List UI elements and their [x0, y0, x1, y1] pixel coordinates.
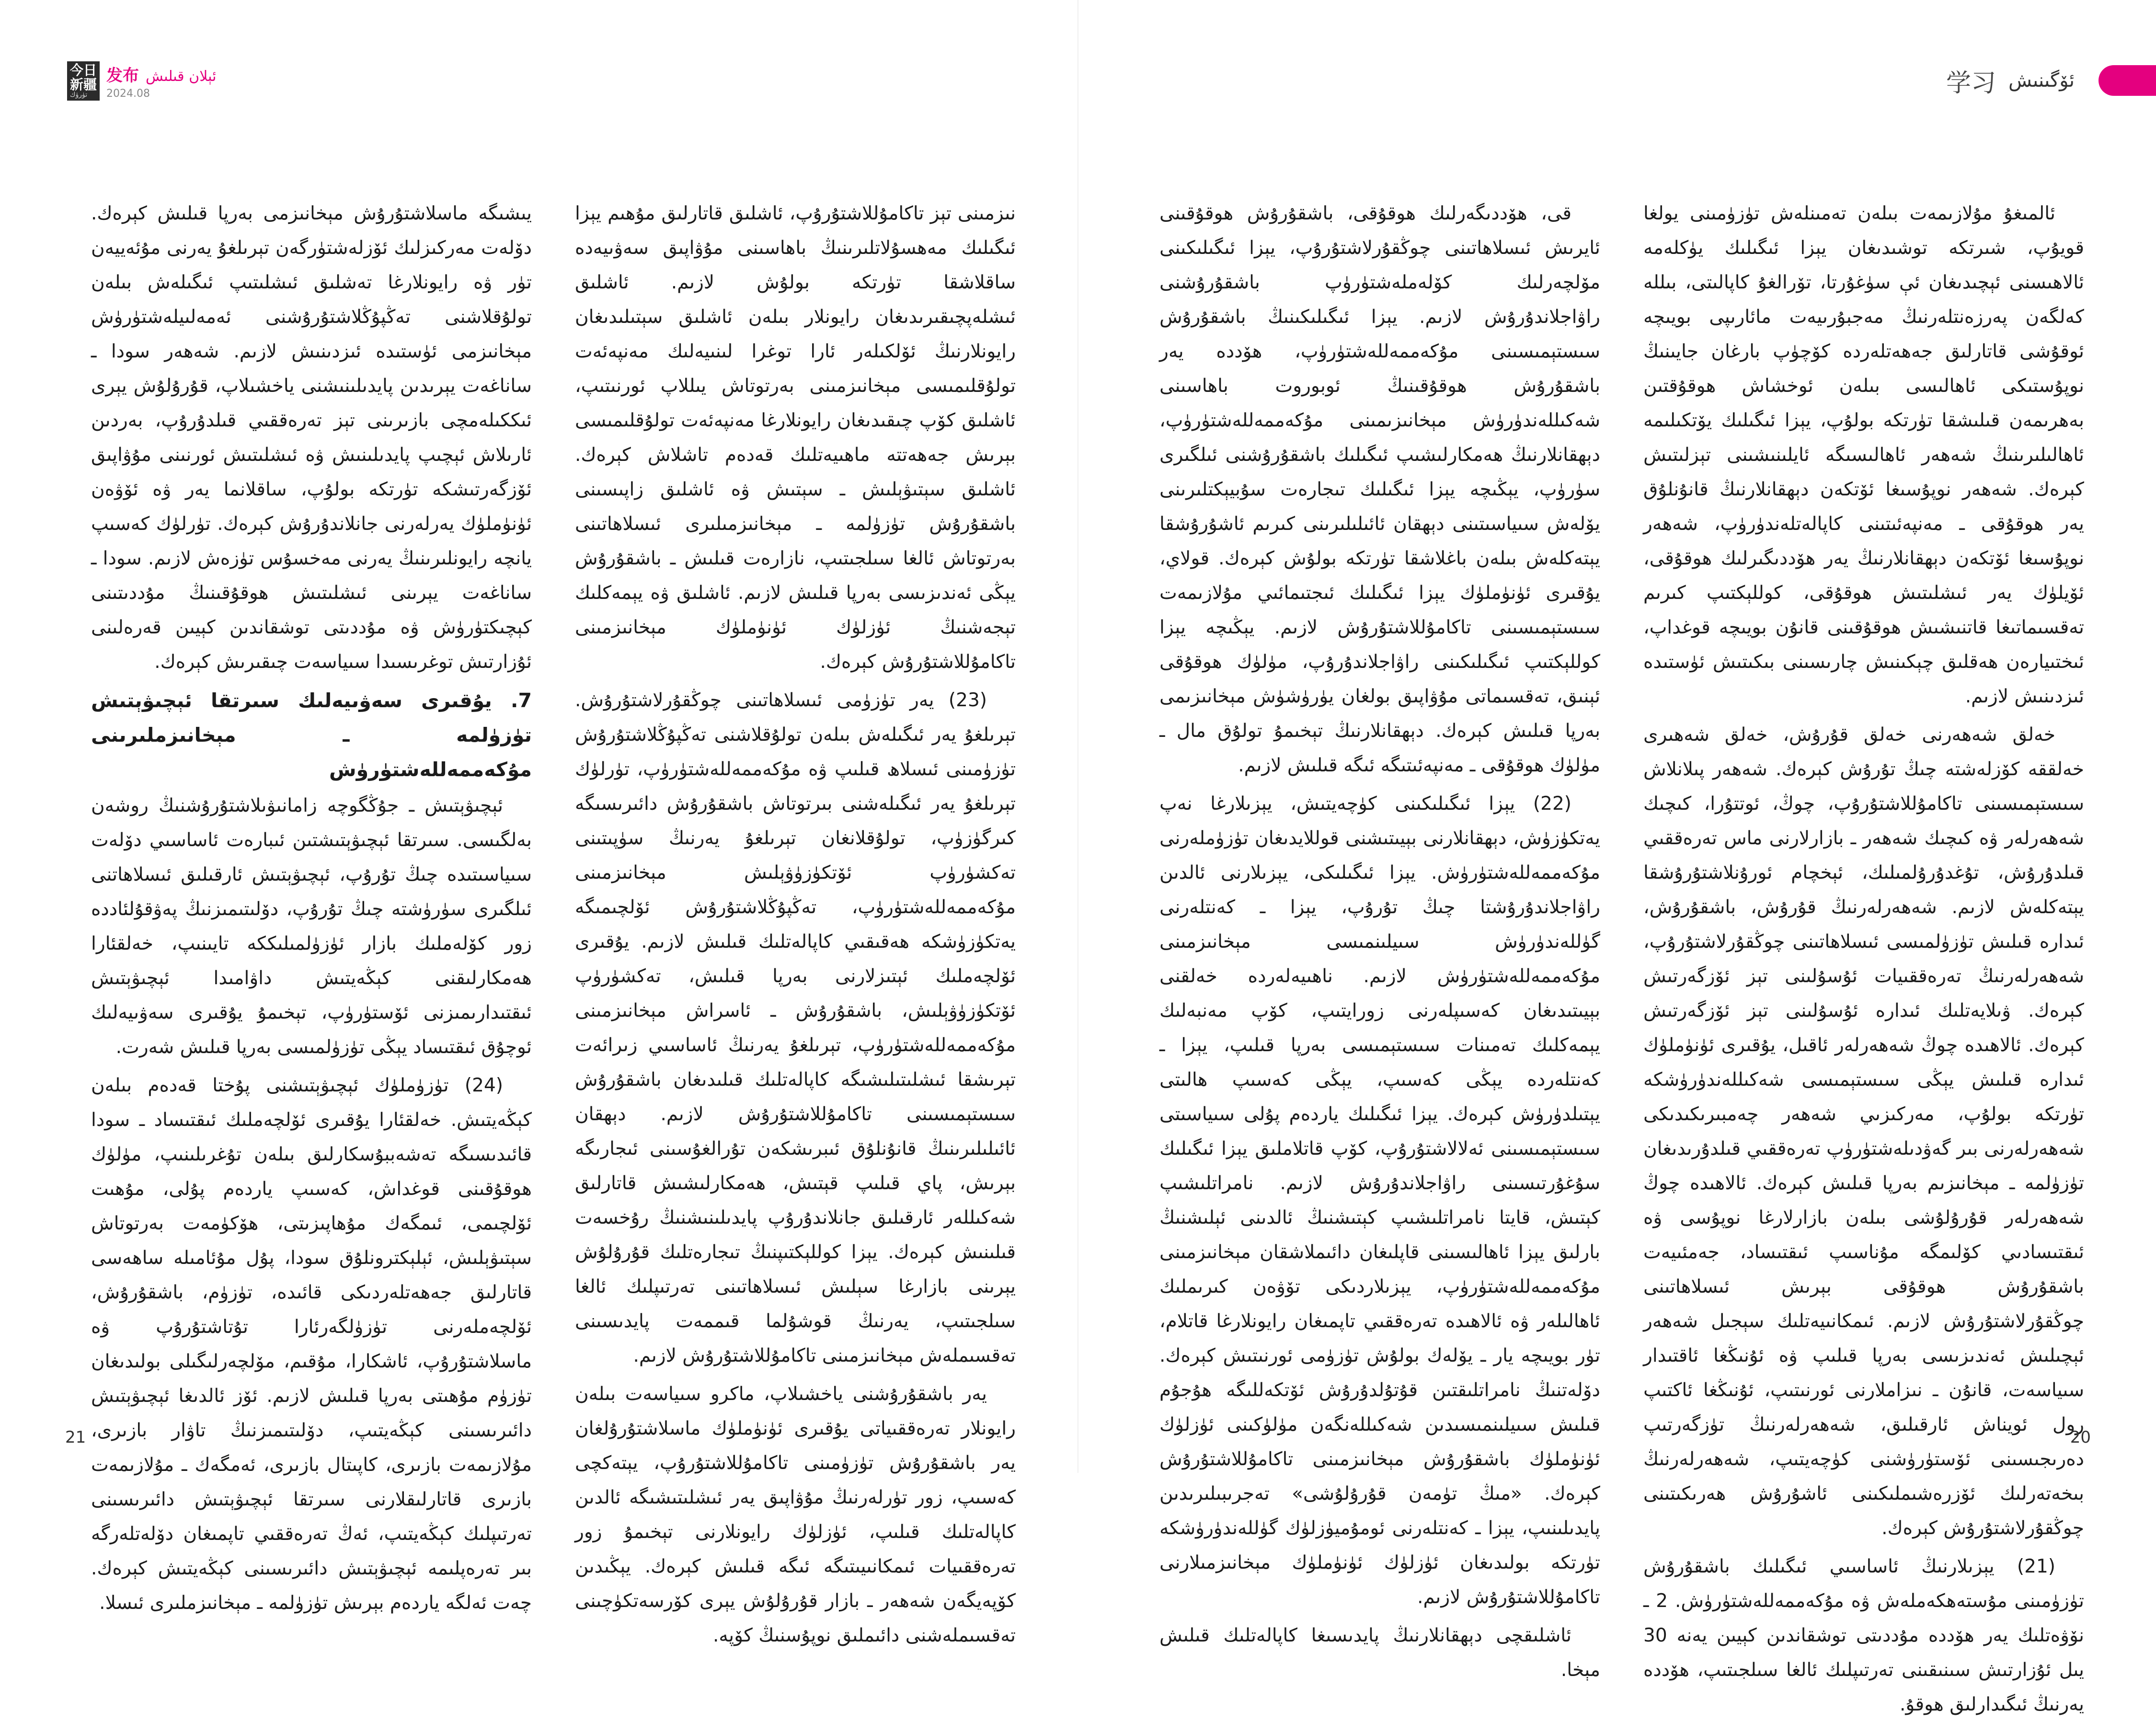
publication-title-cn: 发布 — [106, 66, 139, 85]
paragraph: (21) يېزىلارنىڭ ئاساسىي ئىگىلىك باشقۇرۇش تۈزۈمىنى مۇستەھكەملەش ۋە مۇكەممەللەشتۈرۈش. 2 ـ نۆۋەتلىك يەر ھۆددە مۇددىتى توشقاندىن كېيىن يەنە 30 يىل ئۇزارتىش سىنىقىنى تەرتىپلىك ئالغا سىلجىتىپ، ھۆددە يەرنىڭ ئىگىدارلىق ھوقۇ. — [1643, 1556, 2084, 1715]
magazine-logo — [67, 61, 100, 100]
logo-small-text: تۈرۈك — [70, 91, 88, 99]
paragraph: يەر باشقۇرۇشنى ياخشىلاپ، ماكرو سىياسەت بىلەن رايونلار تەرەققىياتى يۇقىرى ئۈنۈملۈك ماسلاشتۇرۇلغان يەر باشقۇرۇش تۈزۈمىنى تاكامۇللاشتۇرۇپ، يېتەكچى كەسىپ، زور تۈرلەرنىڭ مۇۋاپىق يەر ئىشلىتىشىگە ئالدىن كاپالەتلىك قىلىپ، ئۈزلۈك رايونلارنى تېخىمۇ زور تەرەققىيات ئىمكانىيىتىگە ئىگە قىلىش كېرەك. يېڭىدىن كۆپەيگەن شەھەر ـ بازار قۇرۇلۇش يېرى كۆرسەتكۈچىنى تەقسىملەشنى دائىملىق نوپۇسنىڭ كۆپە. — [575, 1383, 1016, 1646]
paragraph: (24) تۈزۈملۈك ئېچىۋېتىشنى پۇختا قەدەم بىلەن كېڭەيتىش. خەلقئارا يۇقىرى ئۆلچەملىك ئىقتىساد ـ سودا قائىدىسىگە تەشەببۇسكارلىق بىلەن تۇغرىلىنىپ، مۈلۈك ھوقۇقىنى قوغداش، كەسىپ ياردەم پۇلى، مۇھىت ئۆلچىمى، ئىمگەك مۇھاپىزىتى، ھۆكۈمەت بەرتوتاش سېتىۋېلىش، ئېلېكترونلۇق سودا، پۇل مۇئامىلە ساھەسى قاتارلىق جەھەتلەردىكى قائىدە، تۈزۈم، باشقۇرۇش، ئۆلچەملەرنى تۈزۈلگەرئارا تۇتاشتۇرۇپ ۋە ماسلاشتۇرۇپ، ئاشكارا، مۇقىم، مۆلچەرلىگىلى بولىدىغان تۈزۈم مۇھىتى بەرپا قىلىش لازىم. ئۆز ئالدىغا ئېچىۋېتىش دائىرىسىنى كېڭەيتىپ، دۆلىتىمىزنىڭ تاۋار بازىرى، مۇلازىمەت بازىرى، كاپىتال بازىرى، ئەمگەك ـ مۇلازىمەت بازىرى قاتارلىقلارنى سىرتقا ئېچىۋېتىش دائىرىسىنى تەرتىپلىك كېڭەيتىپ، ئەڭ تەرەققىي تاپمىغان دۆلەتلەرگە بىر تەرەپلىمە ئېچىۋېتىش دائىرىسىنى كېڭەيتىش كېرەك. چەت ئەلگە ياردەم بېرىش تۈزۈلمە ـ مېخانىزملىرى ئىسلا. — [91, 1075, 532, 1614]
logo-line-1: 今日 — [70, 62, 97, 79]
publication-title-ug: ئېلان قىلىش — [146, 68, 217, 85]
paragraph: خەلق شەھەرنى خەلق قۇرۇش، خەلق شەھىرى خەلققە كۆزلەشتە چىڭ تۇرۇش كېرەك. شەھەر پىلانلاش سىستېمىسىنى تاكامۇللاشتۇرۇپ، چوڭ، ئوتتۇرا، كىچىك شەھەرلەر ۋە كىچىك شەھەر ـ بازارلارنى ماس تەرەققىي قىلدۇرۇش، تۇغدۇرۇلمىلىك، ئېخچام ئورۇنلاشتۇرۇشقا يېتەكلەش لازىم. شەھەرلەرنىڭ قۇرۇش، باشقۇرۇش، ئىدارە قىلىش تۈزۈلمىسى ئىسلاھاتىنى چوڭقۇرلاشتۇرۇپ، شەھەرلەرنىڭ تەرەققىيات ئۇسۇلىنى تېز ئۆزگەرتىش كېرەك. ۋىلايەتلىك ئىدارە ئۇسۇلىنى تېز ئۆزگەرتىش كېرەك. ئالاھىدە چوڭ شەھەرلەر ئاقىل، يۇقىرى ئۈنۈملۈك ئىدارە قىلىش يېڭى سىستېمىسى شەكىللەندۈرۈشكە تۈرتكە بولۇپ، مەركىزىي شەھەر چەمبىرىكىدىكى شەھەرلەرنى بىر گەۋدىلەشتۈرۈپ تەرەققىي قىلدۇرىدىغان تۈزۈلمە ـ مېخانىزىم بەرپا قىلىش كېرەك. ئالاھىدە چوڭ شەھەرلەر قۇرۇلۇشى بىلەن بازارلارغا نوپۇسى ۋە ئىقتىسادىي كۆلىمگە مۇناسىپ ئىقتىساد، جەمئىيەت باشقۇرۇش ھوقۇقى بېرىش ئىسلاھاتىنى چوڭقۇرلاشتۇرۇش لازىم. ئىمكانىيەتلىك سېجىل شەھەر ئېچىلىش ئەندىزىسى بەرپا قىلىپ ۋە ئۇنىڭغا ئاقتىدار سىياسەت، قانۇن ـ نىزاملارنى ئورنىتىپ، ئۇنىڭغا ئاكتىپ رول ئويناش ئارقىلىق، شەھەرلەرنىڭ تۈزگەرتىپ دەرىجىسىنى ئۆستۈرۈشنى كۈچەيتىپ، شەھەرلەرنىڭ بىخەتەرلىك ئۆزرەشىملىكىنى ئاشۇرۇش ھەرىكىتىنى چوڭقۇرلاشتۇرۇش كېرەك. — [1643, 724, 2084, 1539]
publication-info — [106, 62, 217, 100]
section-title-cn: 学习 — [1946, 69, 1996, 98]
text-column-2 — [1159, 196, 1600, 1681]
paragraph: ئاشلىقچى دېھقانلارنىڭ پايدىسىغا كاپالەتلىك قىلىش مېخا. — [1159, 1625, 1600, 1681]
paragraph: (22) يېزا ئىگىلىكىنى كۈچەيتىش، يېزىلارغا نەپ يەتكۈزۈش، دېھقانلارنى بېيىتىشنى قوللايدىغان تۈزۈملەرنى مۇكەممەللەشتۈرۈش. يېزا ئىگىلىكى، يېزىلارنى ئالدىن راۋاجلاندۇرۇشتا چىڭ تۇرۇپ، يېزا ـ كەنتلەرنى گۈللەندۈرۈش سىيلىنمىسى مېخانىزمىنى مۇكەممەللەشتۈرۈش لازىم. ناھىيەلەردە خەلقنى بېيىتىدىغان كەسىپلەرنى زورايتىپ، كۆپ مەنبەلىك يېمەكلىك تەمىنات سىستېمىسى بەرپا قىلىپ، يېزا ـ كەنتلەردە يېڭى كەسىپ، يېڭى كەسىپ ھالىتى يېتىلدۈرۈش كېرەك. يېزا ئىگىلىك ياردەم پۇلى سىياسىتى سىستېمىسىنى ئەلالاشتۇرۇپ، كۆپ قاتلاملىق يېزا ئىگىلىك سۇغۇرتىسىنى راۋاجلاندۇرۇش لازىم. نامراتلىشىپ كېتىش، قايتا نامراتلىشىپ كېتىشنىڭ ئالدىنى ئېلىشنىڭ بارلىق يېزا ئاھالىسىنى قاپلىغان دائىملاشقان مېخانىزمىنى مۇكەممەللەشتۈرۈپ، يېزىلاردىكى تۆۋەن كىرىملىك ئاھالىلەر ۋە ئالاھىدە تەرەققىي تاپمىغان رايونلارغا قاتلام، تۈر بويىچە يار ـ يۆلەك بولۇش تۈزۈمى ئورنىتىش كېرەك. دۆلەتنىڭ نامراتلىقتىن قۇتۇلدۇرۇش ئۆتكەللىگە ھۇجۇم قىلىش سىيلىنمىسىدىن شەكىللەنگەن مۈلۈكىنى ئۈزلۈك ئۈنۈملۈك باشقۇرۇش مېخانىزمىنى تاكامۇللاشتۇرۇش كېرەك. «مىڭ تۈمەن قۇرۇلۇشى» تەجرىبىلىرىدىن پايدىلىنىپ، يېزا ـ كەنتلەرنى ئومۇميۈزلۈك گۈللەندۈرۈشكە تۈرتكە بولىدىغان ئۈزلۈك ئۈنۈملۈك مېخانىزمىلارنى تاكامۇللاشتۇرۇش لازىم. — [1159, 793, 1600, 1608]
paragraph: ئېچىۋېتىش ـ جۇڭگوچە زامانىۋىلاشتۇرۇشنىڭ روشەن بەلگىسى. سىرتقا ئېچىۋېتىشتىن ئىبارەت ئاساسىي دۆلەت سىياسىتىدە چىڭ تۇرۇپ، ئېچىۋېتىش ئارقىلىق ئىسلاھاتنى ئىلگىرى سۈرۈشتە چىڭ تۇرۇپ، دۆلىتىمىزنىڭ پەۋقۇلئاددە زور كۆلەملىك بازار ئۈزۈلمىلىككە تايىنىپ، خەلقئارا ھەمكارلىقنى كېڭەيتىش داۋامىدا ئېچىۋېتىش ئىقتىدارىمىزنى ئۆستۈرۈپ، تېخىمۇ يۇقىرى سەۋىيەلىك ئوچۇق ئىقتىساد يېڭى تۈزۈلمىسى بەرپا قىلىش شەرت. — [91, 795, 532, 1058]
text-column-3 — [575, 196, 1016, 1646]
issue-date: 2024.08 — [106, 88, 150, 100]
paragraph: يىشىگە ماسلاشتۇرۇش مېخانىزمى بەرپا قىلىش كېرەك. دۆلەت مەركىزلىك ئۆزلەشتۈرگەن تېرىلغۇ يەرنى مۇئەييەن تۈر ۋە رايونلارغا تەشلىق ئىشلىتىپ ئىگىلەش بىلەن تولۇقلاشنى تەڭپۇڭلاشتۇرۇشنى ئەمەلىيلەشتۈرۈش مېخانىزمى ئۈستىدە ئىزدىنىش لازىم. شەھەر سودا ـ ساناغەت يېرىدىن پايدىلىنىشنى ياخشىلاپ، قۇرۇلۇش يېرى ئىككىلەمچى بازىرىنى تېز تەرەققىي قىلدۇرۇپ، بەردىن ئارىلاش ئېچىپ پايدىلىنىش ۋە ئىشلىتىش ئورنىنى مۇۋاپىق ئۆزگەرتىشكە تۈرتكە بولۇپ، ساقلانما يەر ۋە ئۆۋەن ئۈنۈملۈك يەرلەرنى جانلاندۇرۇش كېرەك. تۈرلۈك كەسىپ يانچە رايونلىرىنىڭ يەرنى مەخسۇس تۈزەش لازىم. سودا ـ ساناغەت يېرىنى ئىشلىتىش ھوقۇقىنىڭ مۇددىتىنى كېچىكتۈرۈش ۋە مۇددىتى توشقاندىن كېيىن قەرەلىنى ئۇزارتىش توغرىسىدا سىياسەت چىقىرىش كېرەك. — [91, 203, 532, 673]
section-heading: 7. يۇقىرى سەۋىيەلىك سىرتقا ئېچىۋېتىش تۈزۈلمە ـ مېخانىزملىرىنى مۇكەممەللەشتۈرۈش — [91, 689, 532, 781]
page-number-right: 20 — [2070, 1428, 2091, 1447]
paragraph: ئالمىغۇ مۇلازىمەت بىلەن تەمىنلەش تۈزۈمىنى يولغا قويۇپ، شىرتكە توشىدىغان يېزا ئىگىلىك يۈكلەمە ئالاھىسنى ئېچىدىغان ئې سۈغۇرتا، تۆرالغۇ كاپالىتى، بىللە كەلگەن پەرزەنتلەرنىڭ مەجبۇرىيەت مائارىپى بويىچە ئوقۇشى قاتارلىق جەھەتلەردە كۆچۈپ بارغان جايىنىڭ نوپۇستىكى ئاھالىسى بىلەن ئوخشاش ھوقۇقتىن بەھرىمەن قىلىشقا تۈرتكە بولۇپ، يېزا ئىگىلىك يۆتكىلىمە ئاھالىلىرىنىڭ شەھەر ئاھالىسىگە ئايلىنىشىنى تېزلىتىش كېرەك. شەھەر نوپۇسىغا ئۆتكەن دېھقانلارنىڭ قانۇنلۇق يەر ھوقۇقى ـ مەنپەئىتىنى كاپالەتلەندۈرۈپ، شەھەر نوپۇسىغا ئۆتكەن دېھقانلارنىڭ يەر ھۆددىگىرلىك ھوقۇقى، ئۆيلۈك يەر ئىشلىتىش ھوقۇقى، كوللېكتىپ كىرىم تەقسىماتىغا قاتنىشىش ھوقۇقىنى قانۇن بويىچە قوغداپ، ئىختىيارەن ھەقلىق چېكىنىش چارىسىنى بىكىتىش ئۈستىدە ئىزدىنىش لازىم. — [1643, 203, 2084, 707]
left-page-header — [67, 59, 217, 103]
section-title-ug: ئۆگىنىش — [2008, 69, 2075, 92]
text-column-4 — [91, 196, 532, 1614]
paragraph: نىزمىنى تېز تاكامۇللاشتۇرۇپ، ئاشلىق قاتارلىق مۇھىم يېزا ئىگىلىك مەھسۇلاتلىرىنىڭ باھاسىنى مۇۋاپىق سەۋىيەدە ساقلاشقا تۈرتكە بولۇش لازىم. ئاشلىق ئىشلەپچىقىرىدىغان رايونلار بىلەن ئاشلىق سېتىلىدىغان رايونلارنىڭ ئۆلكىلەر ئارا توغرا لىنىيەلىك مەنپەئەت تولۇقلىمىسى مېخانىزمىنى بەرتوتاش يىللاپ ئورنىتىپ، ئاشلىق كۆپ چىقىدىغان رايونلارغا مەنپەئەت تولۇقلىمىسى بېرىش جەھەتتە ماھىيەتلىك قەدەم تاشلاش كېرەك. ئاشلىق سېتىۋېلىش ـ سېتىش ۋە ئاشلىق زاپىسىنى باشقۇرۇش تۈزۈلمە ـ مېخانىزمىلىرى ئىسلاھاتىنى بەرتوتاش ئالغا سىلجىتىپ، نازارەت قىلىش ـ باشقۇرۇش يېڭى ئەندىزىسى بەرپا قىلىش لازىم. ئاشلىق ۋە يېمەكلىك تېجەشنىڭ ئۈزلۈك ئۈنۈملۈك مېخانىزمىنى تاكامۇللاشتۇرۇش كېرەك. — [575, 203, 1016, 673]
paragraph: (23) يەر تۈزۈمى ئىسلاھاتىنى چوڭقۇرلاشتۇرۇش. تېرىلغۇ يەر ئىگىلەش بىلەن تولۇقلاشنى تەڭپۇڭلاشتۇرۇش تۈزۈمىنى ئىسلاھ قىلىپ ۋە مۇكەممەللەشتۈرۈپ، تۈرلۈك تېرىلغۇ يەر ئىگىلەشنى بىرتوتاش باشقۇرۇش دائىرىسىگە كىرگۈزۈپ، تولۇقلانغان تېرىلغۇ يەرنىڭ سۈپىتىنى تەكشۈرۈپ ئۆتكۈزۈۋېلىش مېخانىزمىنى مۇكەممەللەشتۈرۈپ، تەڭپۇڭلاشتۇرۇش ئۆلچىمىگە يەتكۈزۈشكە ھەقىقىي كاپالەتلىك قىلىش لازىم. يۇقىرى ئۆلچەملىك ئېتىزلارنى بەرپا قىلىش، تەكشۈرۈپ ئۆتكۈزۈۋېلىش، باشقۇرۇش ـ ئاسراش مېخانىزمىنى مۇكەممەللەشتۈرۈپ، تېرىلغۇ يەرنىڭ ئاساسىي زىرائەت تېرىشقا ئىشلىتىلىشىگە كاپالەتلىك قىلىدىغان باشقۇرۇش سىستېمىسىنى تاكامۇللاشتۇرۇش لازىم. دېھقان ئائىلىلىرىنىڭ قانۇنلۇق ئىبرىشكەن تۇرالغۇسىنى ئىجارىگە بېرىش، پاي قىلىپ قېتىش، ھەمكارلىشىش قاتارلىق شەكىللەر ئارقىلىق جانلاندۇرۇپ پايدىلىنىشنىڭ رۇخسەت قىلىنىش كېرەك. يېزا كوللېكتىپنىڭ تىجارەتلىك قۇرۇلۇش يېرىنى بازارغا سېلىش ئىسلاھاتىنى تەرتىپلىك ئالغا سىلجىتىپ، يەرنىڭ قوشۇلما قىممەت پايدىسىنى تەقسىملەش مېخانىزمىنى تاكامۇللاشتۇرۇش لازىم. — [575, 689, 1016, 1366]
paragraph: قى، ھۆددىگەرلىك ھوقۇقى، باشقۇرۇش ھوقۇقىنى ئايرىش ئىسلاھاتىنى چوڭقۇرلاشتۇرۇپ، يېزا ئىگىلىكىنى مۆلچەرلىك كۆلەملەشتۈرۈپ باشقۇرۇشنى راۋاجلاندۇرۇش لازىم. يېزا ئىگىلىكىنىڭ باشقۇرۇش سىستېمىسىنى مۇكەممەللەشتۈرۈپ، ھۆددە يەر باشقۇرۇش ھوقۇقىنىڭ ئوبوروت باھاسىنى شەكىللەندۈرۈش مېخانىزىمىنى مۇكەممەللەشتۈرۈپ، دېھقانلارنىڭ ھەمكارلىشىپ ئىگىلىك باشقۇرۇشنى ئىلگىرى سۈرۈپ، يېڭىچە يېزا ئىگىلىك تىجارەت سۇبيېكتلىرىنى يۆلەش سىياسىتىنى دېھقان ئائىلىلىرىنى كىرىم ئاشۇرۇشقا يېتەكلەش بىلەن باغلاشقا تۈرتكە بولۇش كېرەك. قولاي، يۇقىرى ئۈنۈملۈك يېزا ئىگىلىك ئىجتىمائىي مۇلازىمەت سىستېمىسىنى تاكامۇللاشتۇرۇش لازىم. يېڭىچە يېزا كوللېكتىپ ئىگىلىكىنى راۋاجلاندۇرۇپ، مۈلۈك ھوقۇقى ئېنىق، تەقسىماتى مۇۋاپىق بولغان يۈرۈشۈش مېخانىزىمى بەرپا قىلىش كېرەك. دېھقانلارنىڭ تېخىمۇ تولۇق مال ـ مۈلۈك ھوقۇقى ـ مەنپەئىتىگە ئىگە قىلىش لازىم. — [1159, 203, 1600, 776]
right-page-header — [1946, 61, 2156, 100]
logo-line-2: 新疆 — [70, 76, 97, 92]
page-number-left: 21 — [65, 1428, 86, 1447]
section-accent-bar — [2099, 65, 2156, 96]
